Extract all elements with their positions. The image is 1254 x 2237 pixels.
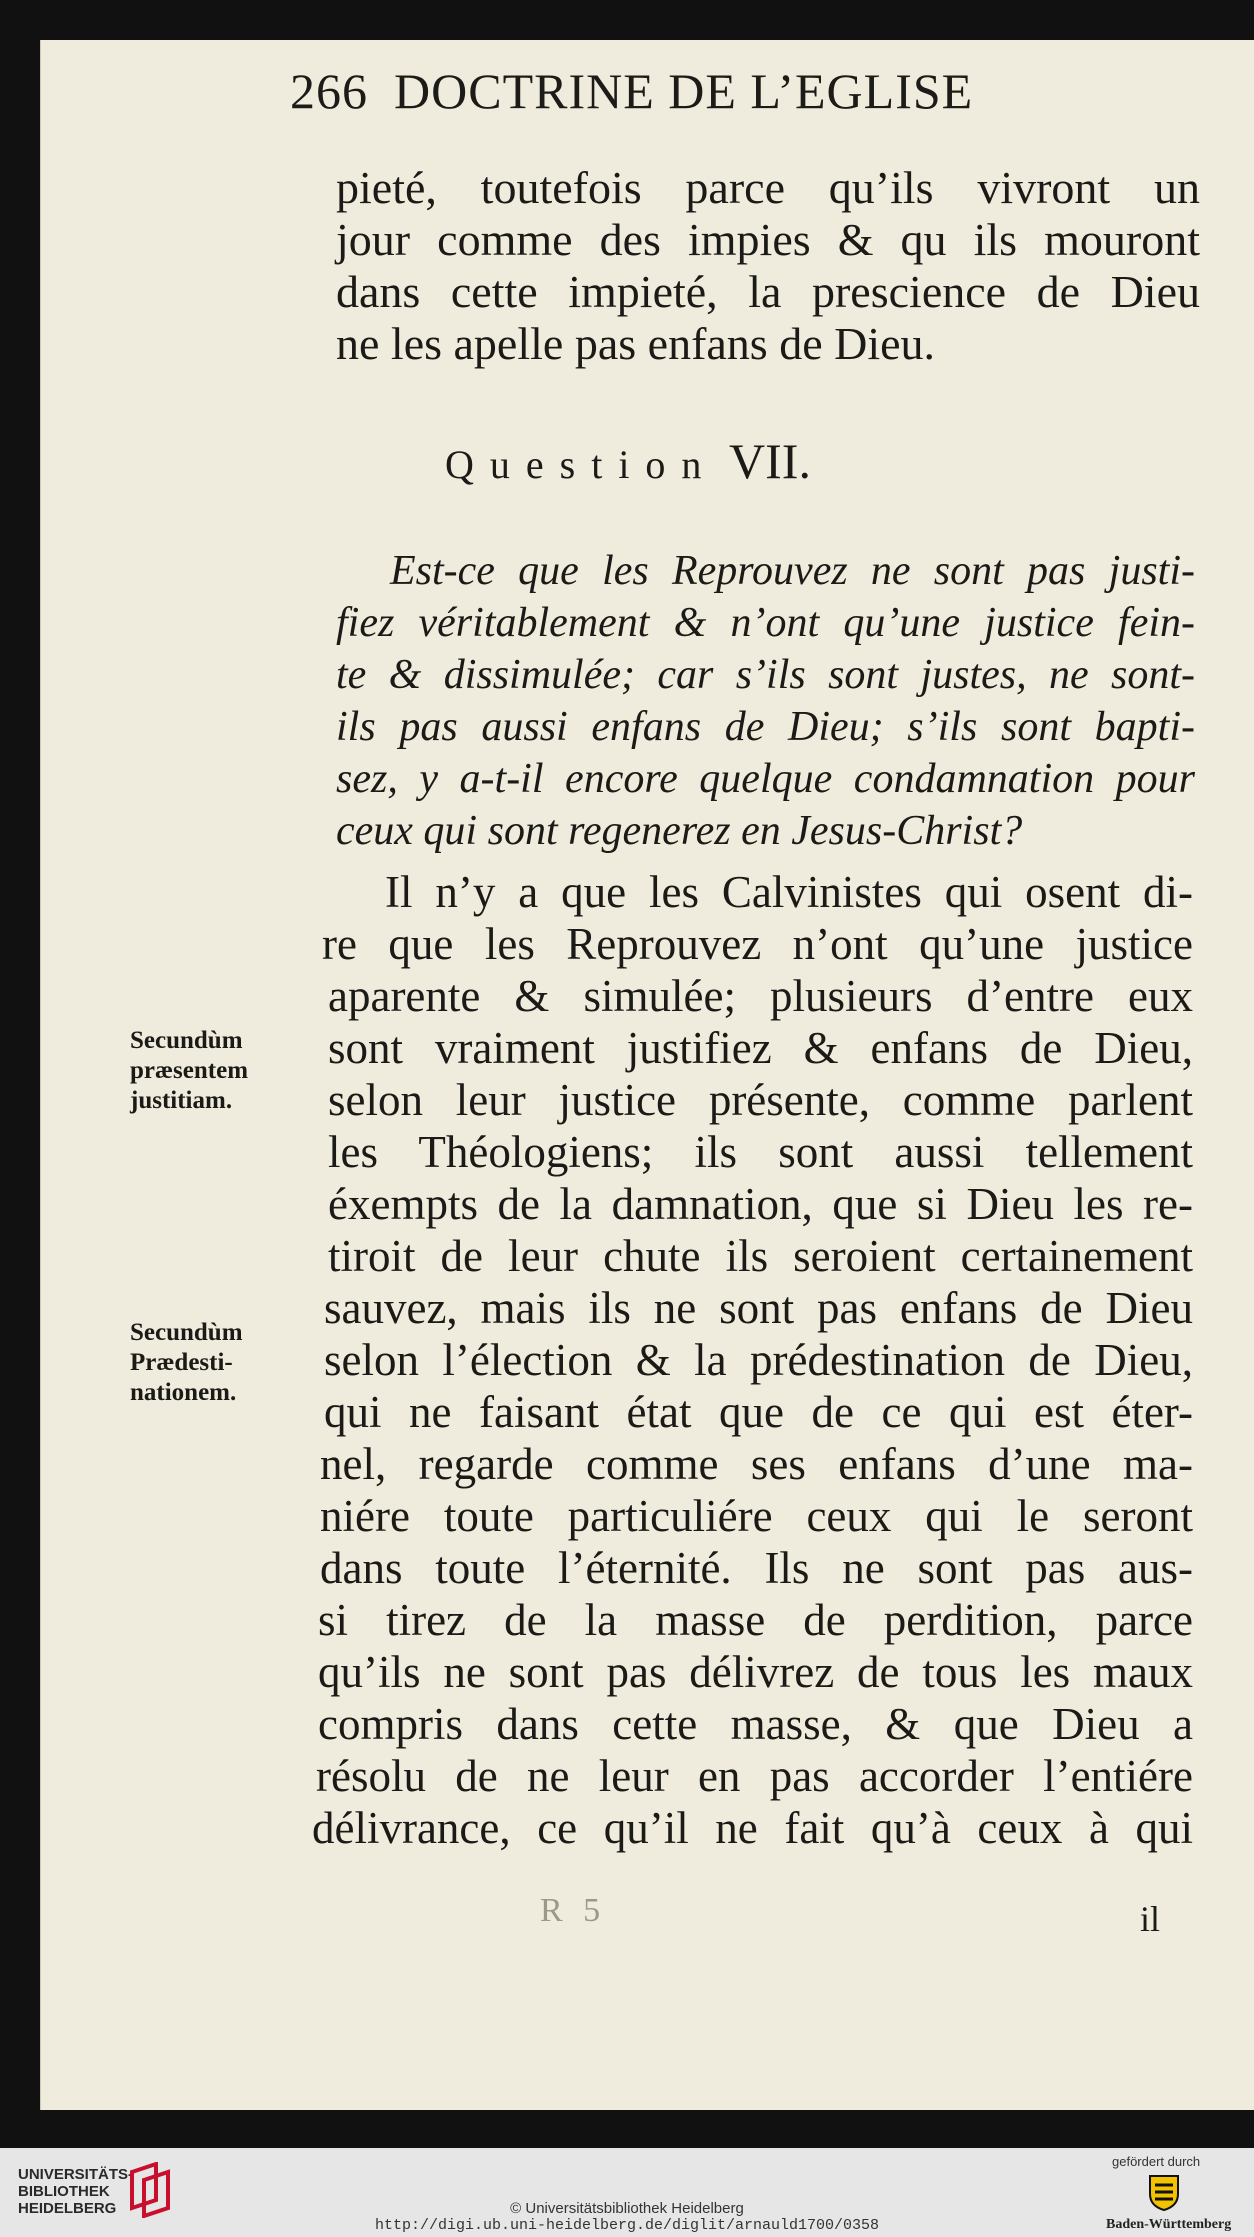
body-line: selon leur justice présente, comme parlent: [328, 1075, 1193, 1125]
copyright-notice: © Universitätsbibliothek Heidelberg: [510, 2200, 744, 2217]
text-line: jour comme des impies & qu ils mouront: [336, 214, 1200, 265]
question-line: ceux qui sont regenerez en Jesus-Christ?: [336, 808, 1023, 854]
body-line: aparente & simulée; plusieurs d’entre eux: [328, 971, 1193, 1021]
question-line: te & dissimulée; car s’ils sont justes, ne sont-: [336, 652, 1195, 698]
question-number: VII.: [729, 433, 811, 489]
body-line: qui ne faisant état que de ce qui est éter-: [324, 1387, 1193, 1437]
question-line: ils pas aussi enfans de Dieu; s’ils sont bapti-: [336, 704, 1195, 750]
body-line: résolu de ne leur en pas accorder l’entiére: [316, 1751, 1193, 1801]
permalink[interactable]: http://digi.ub.uni-heidelberg.de/diglit/arnauld1700/0358: [374, 2217, 880, 2234]
signature-mark: R 5: [540, 1892, 607, 1929]
body-line: nel, regarde comme ses enfans d’une ma-: [320, 1439, 1193, 1489]
state-crest-icon: [1147, 2172, 1181, 2212]
body-line: compris dans cette masse, & que Dieu a: [318, 1699, 1193, 1749]
body-line: si tirez de la masse de perdition, parce: [318, 1595, 1193, 1645]
body-line: selon l’élection & la prédestination de Dieu,: [324, 1335, 1193, 1385]
body-line: sont vraiment justifiez & enfans de Dieu,: [328, 1023, 1193, 1073]
margin-note: Secundùm Prædesti- nationem.: [130, 1319, 243, 1406]
body-line: sauvez, mais ils ne sont pas enfans de Dieu: [324, 1283, 1193, 1333]
body-line: délivrance, ce qu’il ne fait qu’à ceux à qui: [312, 1803, 1193, 1853]
running-head: [290, 62, 1200, 120]
text-line: dans cette impieté, la prescience de Dieu: [336, 266, 1200, 317]
question-heading: [445, 432, 1125, 490]
body-line: tiroit de leur chute ils seroient certainement: [328, 1231, 1193, 1281]
catchword: il: [1140, 1899, 1161, 1939]
library-name[interactable]: UNIVERSITÄTS- BIBLIOTHEK HEIDELBERG: [18, 2166, 134, 2217]
body-line: éxempts de la damnation, que si Dieu les re-: [328, 1179, 1193, 1229]
funding-label: gefördert durch: [1112, 2154, 1201, 2169]
page-number: 266: [290, 63, 368, 119]
body-line: niére toute particuliére ceux qui le seront: [320, 1491, 1193, 1541]
body-line: Il n’y a que les Calvinistes qui osent di-: [385, 867, 1193, 917]
question-line: sez, y a-t-il encore quelque condamnation pour: [336, 756, 1195, 802]
margin-note: Secundùm præsentem justitiam.: [130, 1027, 249, 1114]
body-line: les Théologiens; ils sont aussi tellement: [328, 1127, 1193, 1177]
running-title: DOCTRINE DE L’EGLISE: [394, 63, 974, 119]
question-line: Est-ce que les Reprouvez ne sont pas justi-: [390, 548, 1195, 594]
viewer-footer: [0, 2148, 1254, 2237]
body-line: qu’ils ne sont pas délivrez de tous les maux: [318, 1647, 1193, 1697]
text-line: ne les apelle pas enfans de Dieu.: [336, 318, 936, 369]
question-word: Question: [445, 442, 718, 487]
question-line: fiez véritablement & n’ont qu’une justice fein-: [336, 600, 1195, 646]
text-line: pieté, toutefois parce qu’ils vivront un: [336, 162, 1200, 213]
body-line: dans toute l’éternité. Ils ne sont pas aus-: [320, 1543, 1193, 1593]
funder-name[interactable]: Baden-Württemberg: [1106, 2217, 1232, 2232]
body-line: re que les Reprouvez n’ont qu’une justice: [322, 919, 1193, 969]
